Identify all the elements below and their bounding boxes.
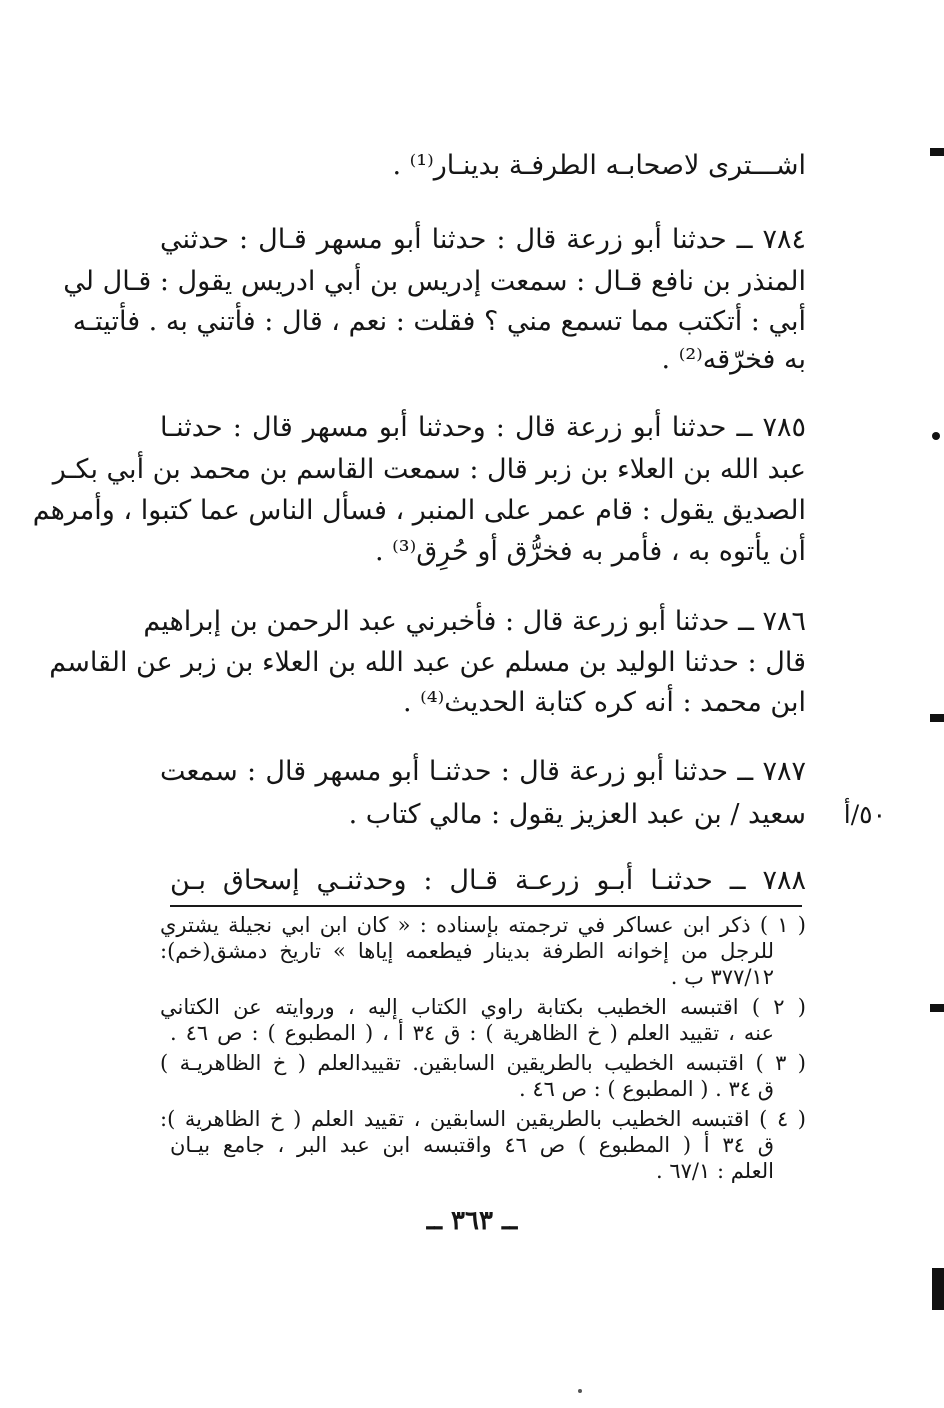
body-line: ٧٨٧ ــ حدثنا أبو زرعة قال : حدثنـا أبو مسهر قال : سمعت (160, 756, 806, 787)
footnote-line: ٣٧٧/١٢ ب . (670, 965, 774, 989)
body-line: أن يأتوه به ، فأمر به فخرُّق أو حُرِق⁽³⁾ . (374, 536, 806, 567)
body-line: ٧٨٤ ــ حدثنا أبو زرعة قال : حدثنا أبو مسهر قـال : حدثني (160, 224, 806, 255)
footnote-separator (170, 905, 802, 907)
footnote-line: ( ٤ ) اقتبسه الخطيب بالطريقين السابقين ، تقييد العلم ( خ الظاهرية ): (160, 1107, 806, 1131)
body-line: أبي : أتكتب مما تسمع مني ؟ فقلت : نعم ، قال : فأتني به . فأتيتـه (72, 306, 806, 337)
body-line: به فخرّقه⁽²⁾ . (661, 344, 806, 375)
body-line: قال : حدثنا الوليد بن مسلم عن عبد الله بن العلاء بن زبر عن القاسم (49, 647, 806, 678)
footnote-line: ( ١ ) ذكر ابن عساكر في ترجمته بإسناده : « كان ابن ابي نجيلة يشتري (160, 913, 806, 937)
body-line: ٧٨٨ ــ حدثنـا أبـو زرعـة قـال : وحدثنـي إسحاق بـن (170, 865, 806, 896)
body-line: ٧٨٥ ــ حدثنا أبو زرعة قال : وحدثنا أبو مسهر قال : حدثنـا (160, 412, 806, 443)
footnote-line: للرجل من إخوانه الطرفة بدينار فيطعمه إياها » تاريخ دمشق(خم): (160, 939, 774, 963)
scan-edge-mark (932, 1268, 944, 1310)
page-number: ــ ٣٦٣ ــ (426, 1206, 518, 1236)
scan-edge-mark (930, 714, 944, 722)
scan-edge-mark (930, 148, 944, 156)
manuscript-folio-note: ٥٠/أ (843, 800, 886, 829)
body-line: سعيد / بن عبد العزيز يقول : مالي كتاب . (348, 799, 806, 830)
scan-edge-mark (932, 432, 940, 440)
body-line: المنذر بن نافع قـال : سمعت إدريس بن أبي ادريس يقول : قـال لي (63, 266, 806, 297)
scan-edge-mark (930, 1004, 944, 1012)
body-line: اشـــترى لاصحابـه الطرفـة بدينـار⁽¹⁾ . (392, 150, 806, 181)
footnote-line: عنه ، تقييد العلم ( خ الظاهرية ) : ق ٣٤ أ ، ( المطبوع ) : ص ٤٦ . (170, 1021, 774, 1045)
footnote-line: ( ٣ ) اقتبسه الخطيب بالطريقين السابقين. تقييدالعلم ( خ الظاهريـة ) (160, 1051, 806, 1075)
footnote-line: ق ٣٤ . ( المطبوع ) : ص ٤٦ . (518, 1077, 774, 1101)
body-line: ابن محمد : أنه كره كتابة الحديث⁽⁴⁾ . (402, 687, 806, 718)
footnote-line: ق ٣٤ أ ( المطبوع ) ص ٤٦ واقتبسه ابن عبد البر ، جامع بيـان (170, 1133, 774, 1157)
body-line: الصديق يقول : قام عمر على المنبر ، فسأل الناس عما كتبوا ، وأمرهم (32, 495, 806, 526)
scan-speck (578, 1389, 582, 1393)
footnote-line: ( ٢ ) اقتبسه الخطيب بكتابة راوي الكتاب إليه ، وروايته عن الكتاني (160, 995, 806, 1019)
body-line: ٧٨٦ ــ حدثنا أبو زرعة قال : فأخبرني عبد الرحمن بن إبراهيم (143, 606, 806, 637)
footnote-line: العلم : ٦٧/١ . (656, 1159, 774, 1183)
body-line: عبد الله بن العلاء بن زبر قال : سمعت القاسم بن محمد بن أبي بكـر (52, 454, 806, 485)
